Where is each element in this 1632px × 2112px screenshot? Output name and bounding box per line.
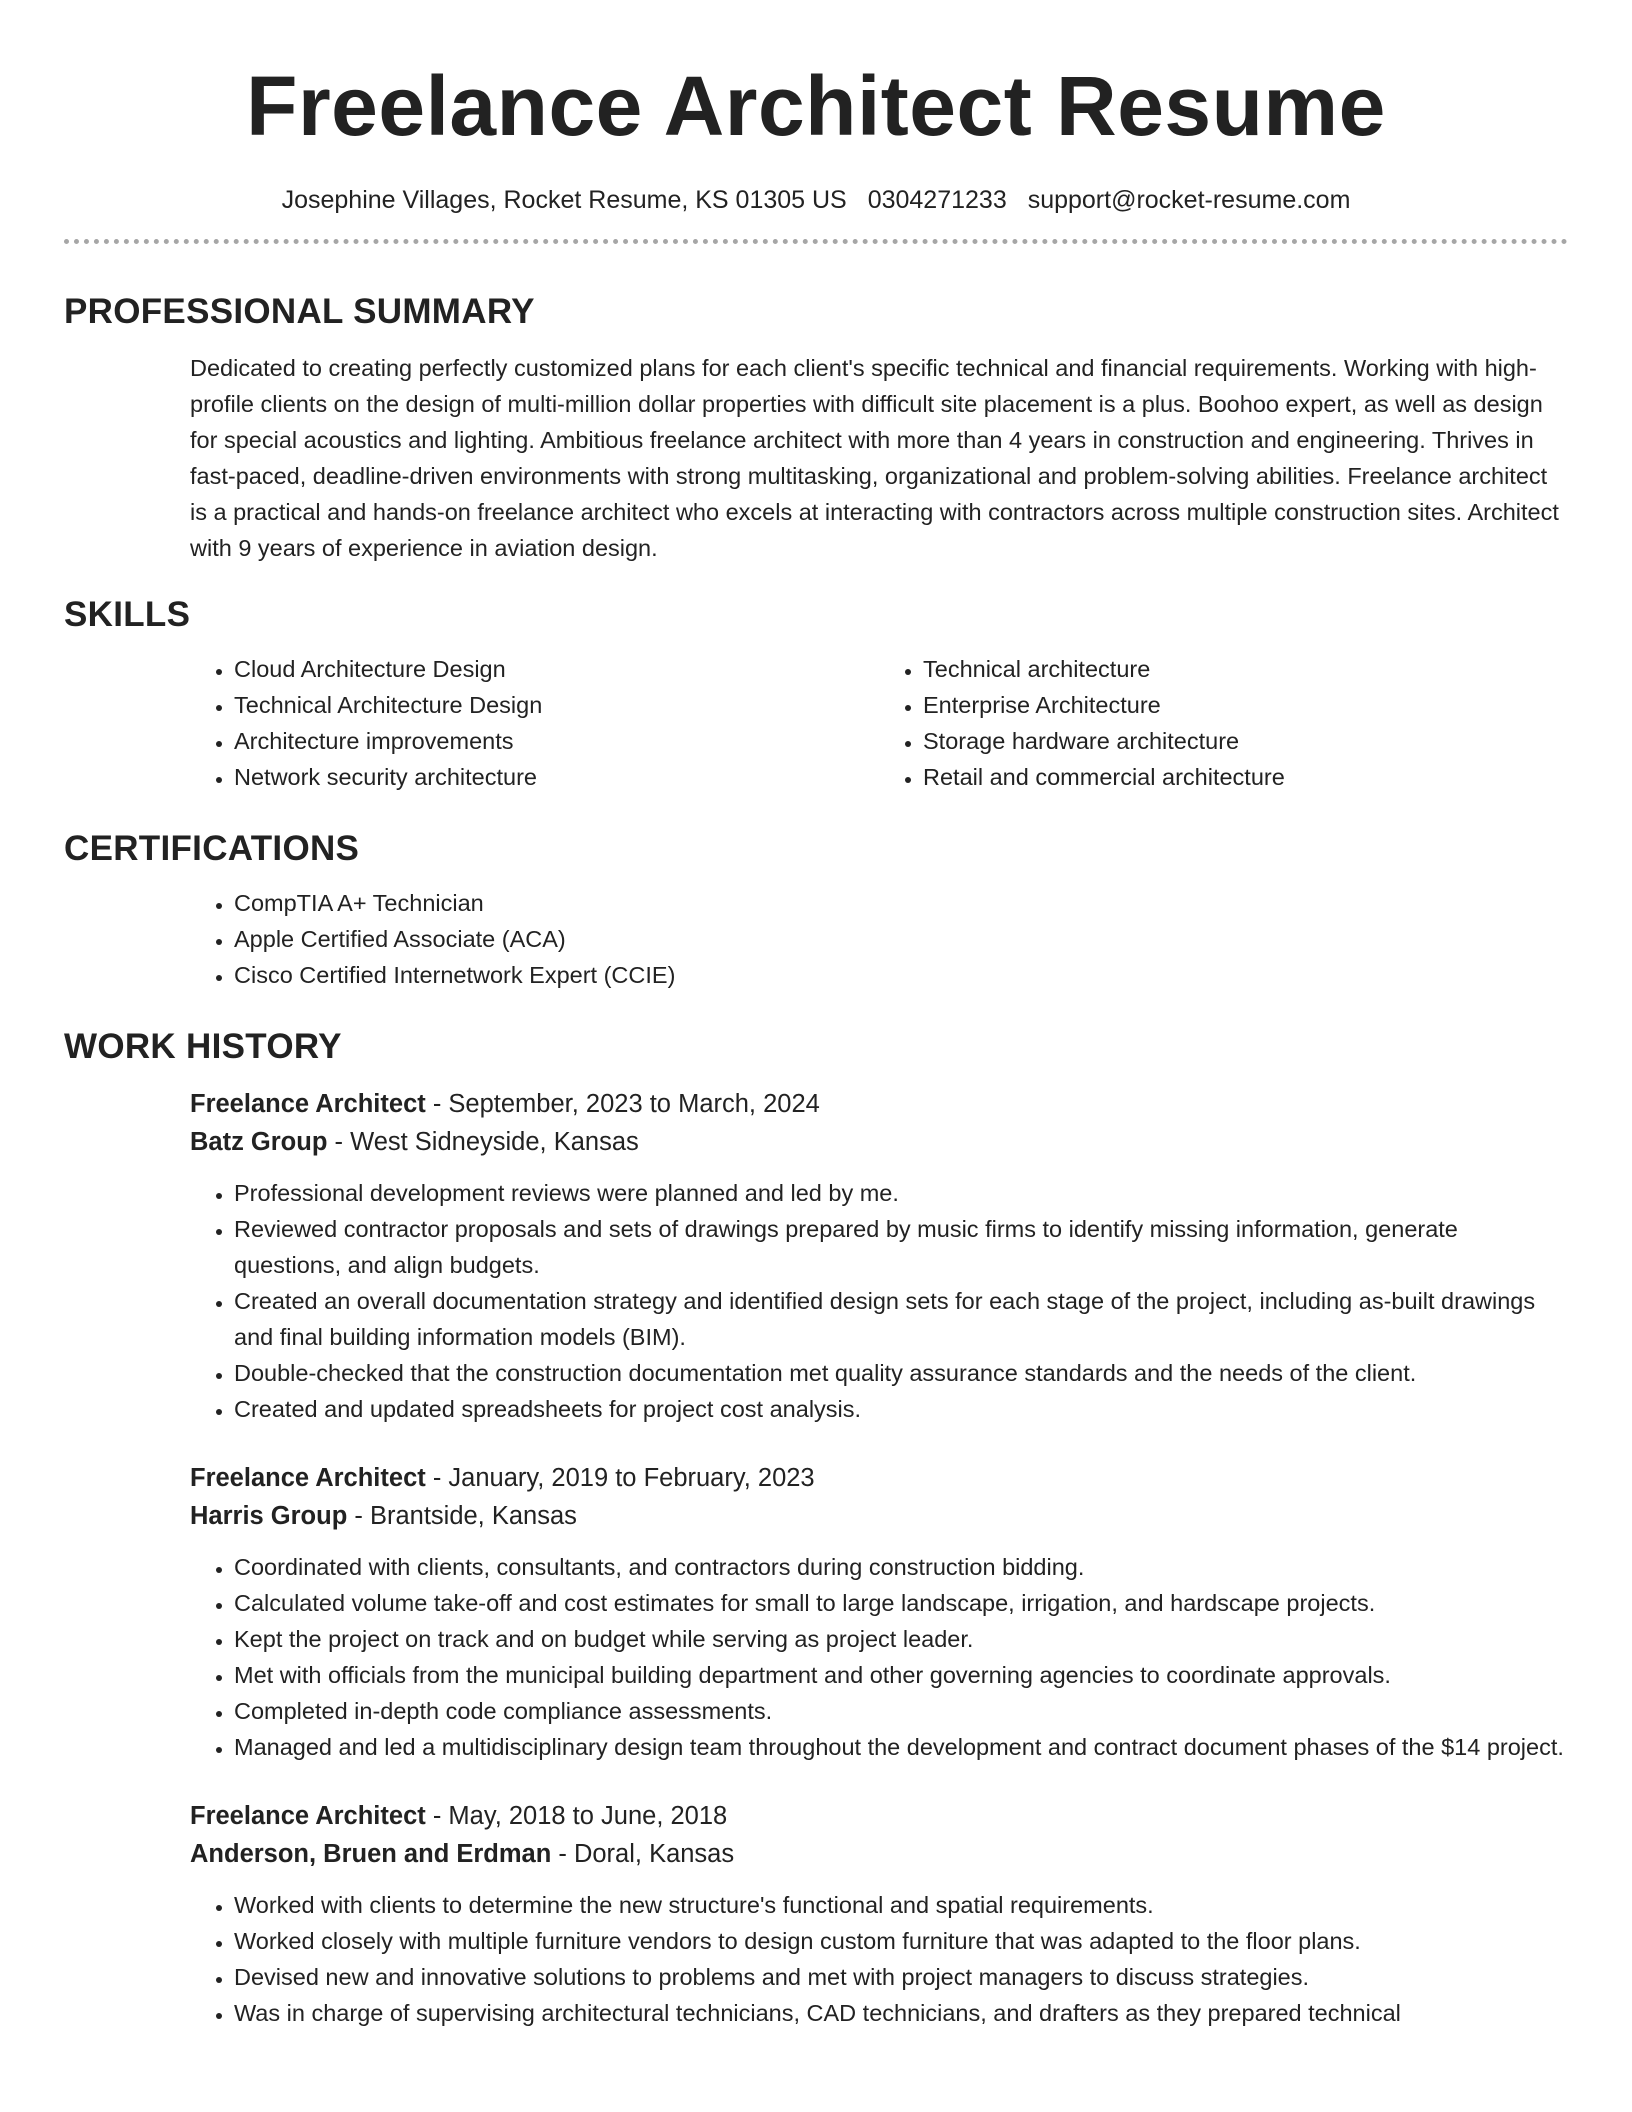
job-bullets [190, 1175, 1568, 1427]
skills-list-right [879, 651, 1568, 795]
job-company-line [190, 1123, 1568, 1161]
job-title-line [190, 1459, 1568, 1497]
list-item: • Network security architecture [234, 759, 879, 795]
certifications-heading: CERTIFICATIONS [64, 829, 360, 868]
summary-section [64, 290, 1568, 566]
contact-phone: 0304271233 [867, 186, 1007, 214]
list-item: • Cloud Architecture Design [234, 651, 879, 687]
list-item: • Technical Architecture Design [234, 687, 879, 723]
page-title: Freelance Architect Resume [246, 59, 1386, 153]
certifications-list [190, 885, 1568, 993]
list-item: • Storage hardware architecture [923, 723, 1568, 759]
skills-grid [190, 651, 1568, 795]
job-title: Freelance Architect [190, 1090, 426, 1118]
job-dates: - May, 2018 to June, 2018 [425, 1802, 728, 1830]
list-item: • Created and updated spreadsheets for project cost analysis. [234, 1391, 1568, 1427]
resume-page [64, 0, 1568, 2031]
list-item: • Professional development reviews were planned and led by me. [234, 1175, 1568, 1211]
skills-list-left [190, 651, 879, 795]
list-item: • Calculated volume take-off and cost estimates for small to large landscape, irrigation, and hardscape projects. [234, 1585, 1568, 1621]
job-bullets [190, 1887, 1568, 2031]
summary-text: Dedicated to creating perfectly customized plans for each client's specific technical and financial requirements. Working with high-profile clients on the design of multi-million dollar properties with difficult site placement is a plus. Boohoo expert, as well as design for special acoustics and lighting. Ambitious freelance architect with more than 4 years in construction and engineering. Thrives in fast-paced, deadline-driven environments with strong multitasking, organizational and problem-solving abilities. Freelance architect is a practical and hands-on freelance architect who excels at interacting with contractors across multiple construction sites. Architect with 9 years of experience in aviation design. [190, 355, 1559, 561]
list-item: • Was in charge of supervising architectural technicians, CAD technicians, and drafters as they prepared technical [234, 1995, 1568, 2031]
contact-info [64, 184, 1568, 216]
job-company: Batz Group [190, 1128, 328, 1156]
job-location: - Brantside, Kansas [347, 1502, 577, 1530]
certifications-section [64, 827, 1568, 993]
work-history-section [64, 1025, 1568, 2031]
list-item: • Managed and led a multidisciplinary design team throughout the development and contract document phases of the $14 project. [234, 1729, 1568, 1765]
list-item: • Architecture improvements [234, 723, 879, 759]
contact-address: Josephine Villages, Rocket Resume, KS 01305 US [281, 186, 847, 214]
list-item: • Double-checked that the construction documentation met quality assurance standards and the needs of the client. [234, 1355, 1568, 1391]
job-title-line [190, 1797, 1568, 1835]
list-item: • Enterprise Architecture [923, 687, 1568, 723]
job-company-line [190, 1835, 1568, 1873]
list-item: • Coordinated with clients, consultants, and contractors during construction bidding. [234, 1549, 1568, 1585]
job-entry [190, 1797, 1568, 2031]
skills-heading: SKILLS [64, 595, 191, 634]
job-title: Freelance Architect [190, 1464, 426, 1492]
list-item: • Retail and commercial architecture [923, 759, 1568, 795]
summary-heading: PROFESSIONAL SUMMARY [64, 292, 535, 331]
job-entry [190, 1085, 1568, 1427]
list-item: • Reviewed contractor proposals and sets of drawings prepared by music firms to identify missing information, generate questions, and align budgets. [234, 1211, 1568, 1283]
job-entry [190, 1459, 1568, 1765]
list-item: • Kept the project on track and on budget while serving as project leader. [234, 1621, 1568, 1657]
job-title-line [190, 1085, 1568, 1123]
job-dates: - September, 2023 to March, 2024 [425, 1090, 820, 1118]
list-item: • Technical architecture [923, 651, 1568, 687]
job-location: - Doral, Kansas [551, 1840, 735, 1868]
job-location: - West Sidneyside, Kansas [327, 1128, 639, 1156]
job-company: Anderson, Bruen and Erdman [190, 1840, 552, 1868]
contact-email: support@rocket-resume.com [1027, 186, 1351, 214]
job-company-line [190, 1497, 1568, 1535]
list-item: • Devised new and innovative solutions to problems and met with project managers to discuss strategies. [234, 1959, 1568, 1995]
header-divider [64, 239, 1568, 244]
list-item: • Apple Certified Associate (ACA) [234, 921, 1568, 957]
list-item: • Worked closely with multiple furniture vendors to design custom furniture that was adapted to the floor plans. [234, 1923, 1568, 1959]
skills-section [64, 593, 1568, 795]
job-title: Freelance Architect [190, 1802, 426, 1830]
list-item: • CompTIA A+ Technician [234, 885, 1568, 921]
list-item: • Cisco Certified Internetwork Expert (CCIE) [234, 957, 1568, 993]
list-item: • Completed in-depth code compliance assessments. [234, 1693, 1568, 1729]
work-history-heading: WORK HISTORY [64, 1027, 342, 1066]
list-item: • Created an overall documentation strategy and identified design sets for each stage of the project, including as-built drawings and final building information models (BIM). [234, 1283, 1568, 1355]
list-item: • Worked with clients to determine the new structure's functional and spatial requirements. [234, 1887, 1568, 1923]
list-item: • Met with officials from the municipal building department and other governing agencies to coordinate approvals. [234, 1657, 1568, 1693]
job-company: Harris Group [190, 1502, 348, 1530]
job-dates: - January, 2019 to February, 2023 [425, 1464, 815, 1492]
job-bullets [190, 1549, 1568, 1765]
